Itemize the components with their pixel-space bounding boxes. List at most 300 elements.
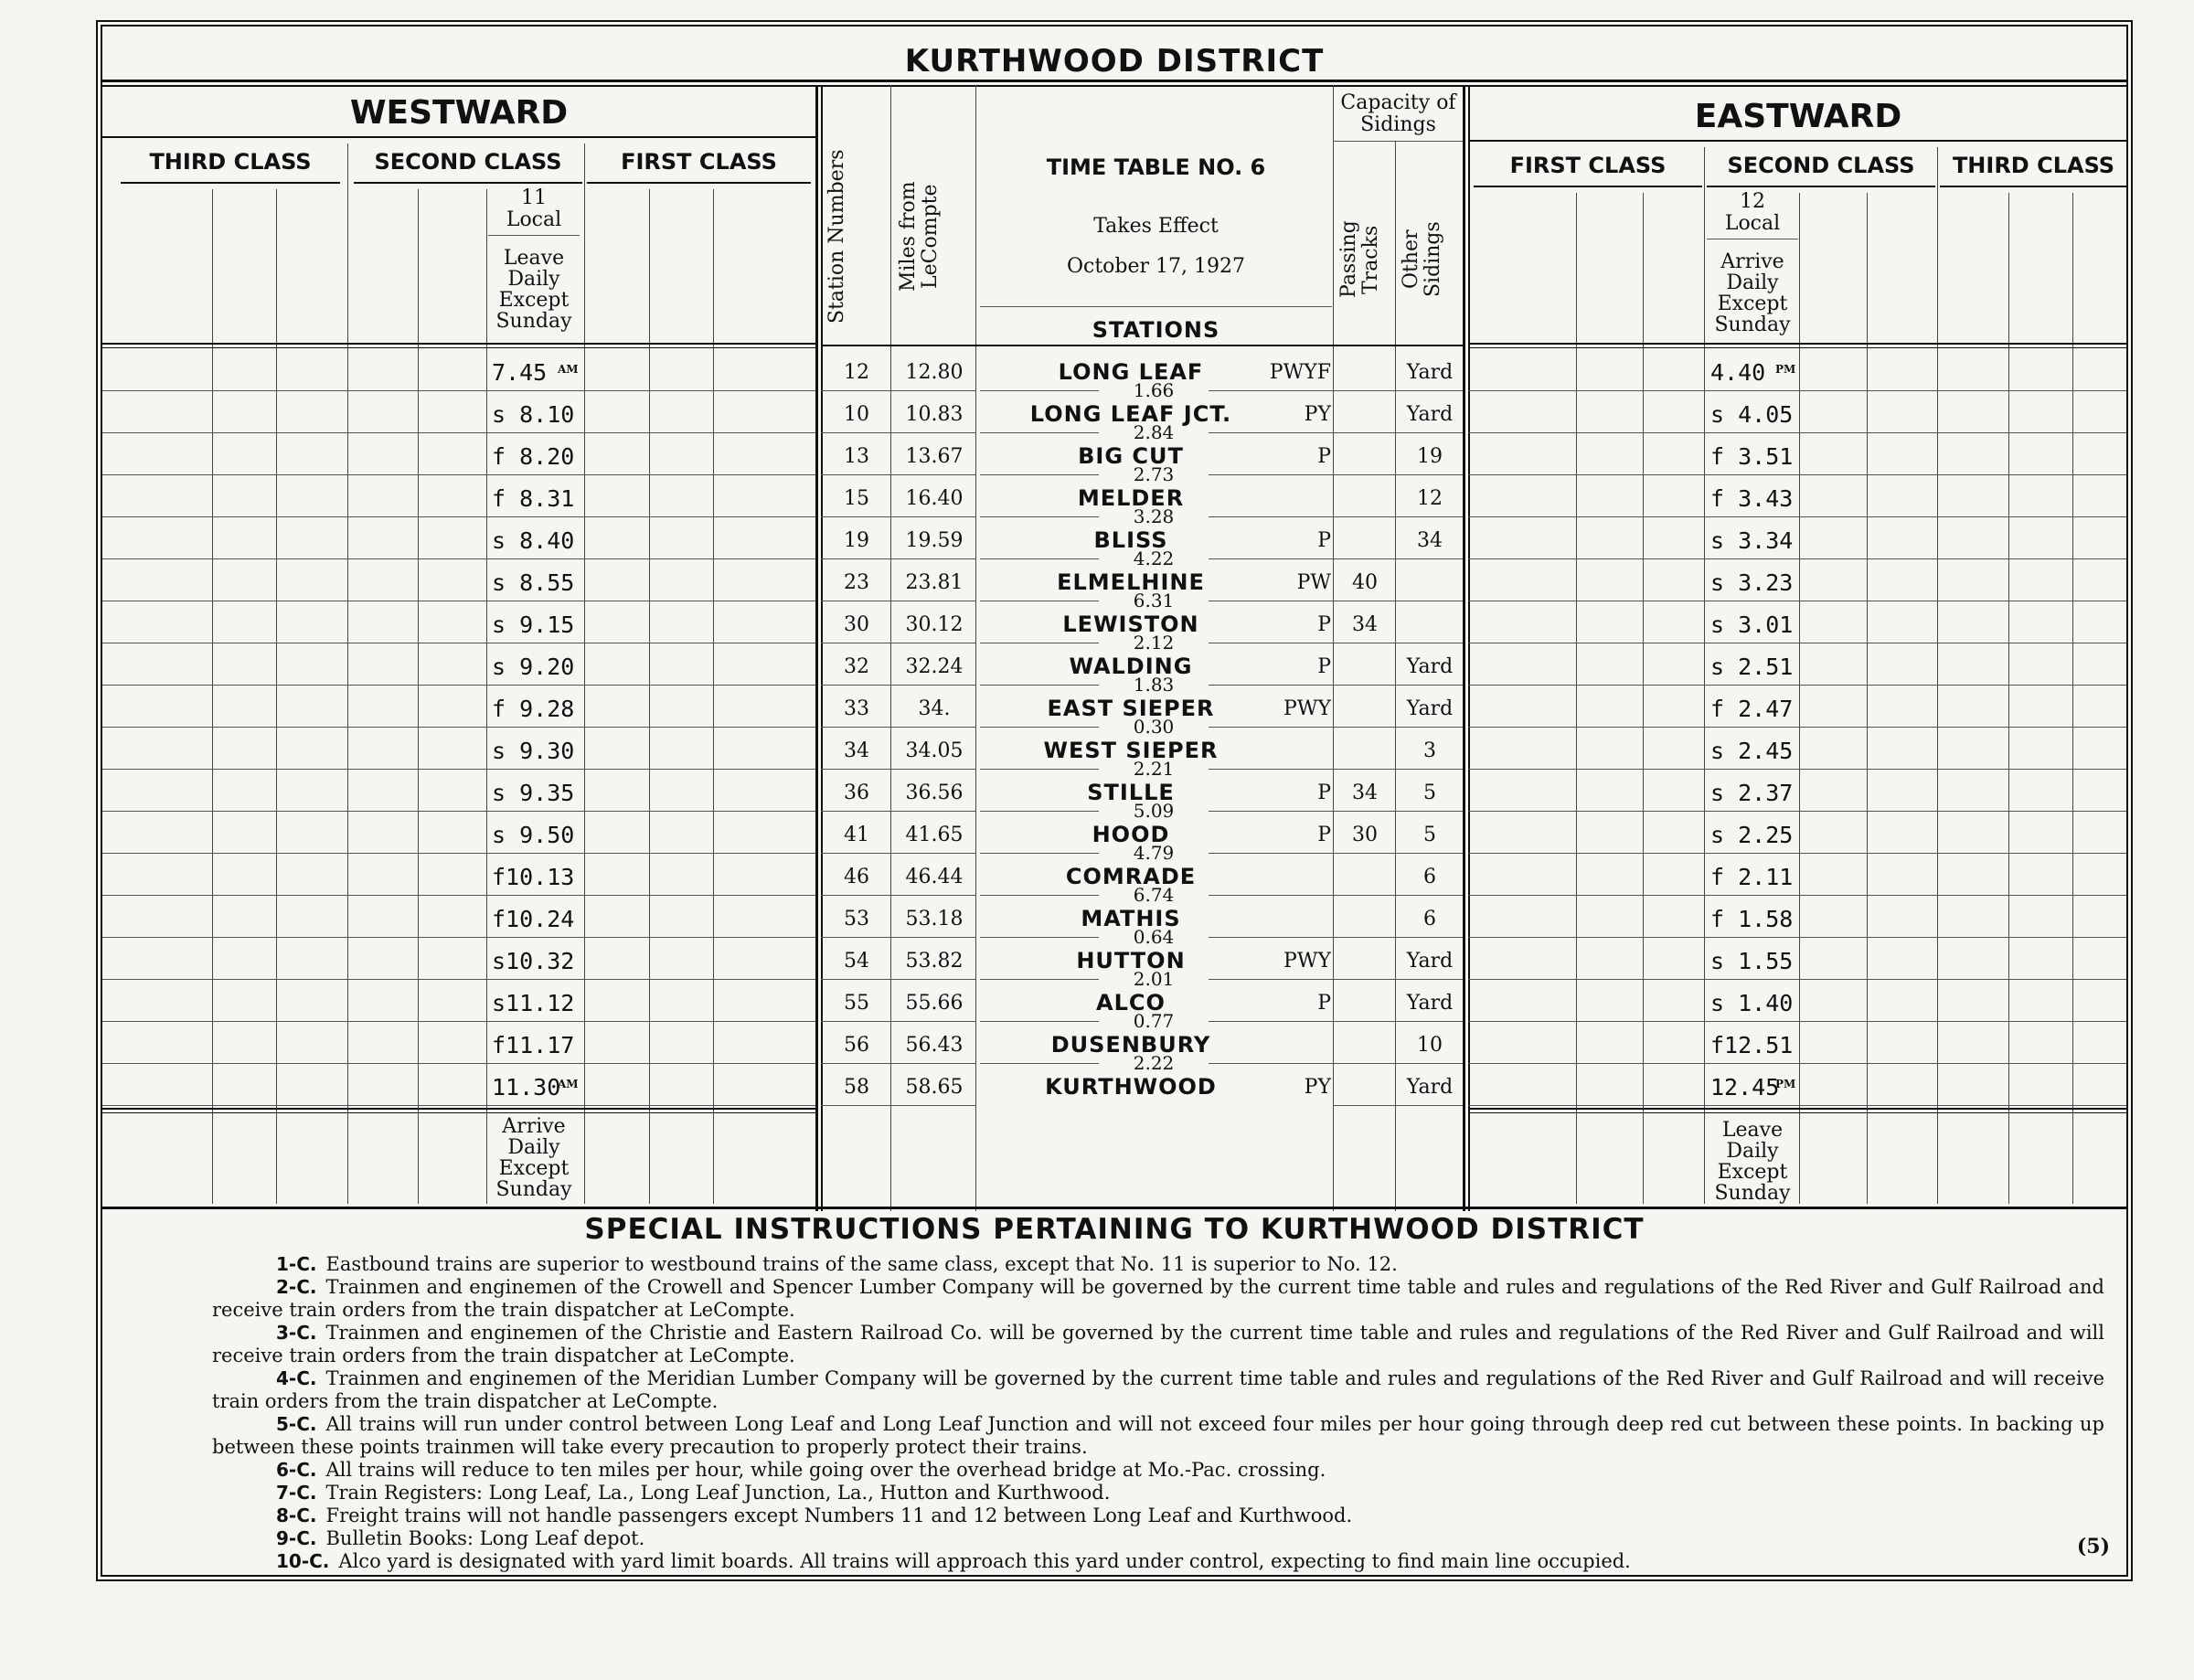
westward-first-class: FIRST CLASS — [621, 149, 777, 175]
westward-second-class: SECOND CLASS — [374, 149, 562, 175]
eastward-top-note-4: Sunday — [1714, 314, 1791, 336]
cap-row-rule — [1333, 558, 1463, 559]
w-first-col-2 — [713, 189, 714, 1204]
instruction-number: 10-C. — [276, 1550, 330, 1572]
station-code: P — [1317, 445, 1331, 468]
eastward-top-note-1: Arrive — [1720, 250, 1784, 273]
station-name: WEST SIEPER — [1043, 738, 1219, 763]
cap-row-rule — [1333, 1021, 1463, 1022]
station-number: 58 — [844, 1076, 869, 1099]
e-row-rule — [1468, 1063, 2126, 1064]
eastward-time: f 2.47 — [1710, 696, 1794, 722]
station-rule-left — [980, 432, 1099, 433]
instruction-text: All trains will reduce to ten miles per hour, while going over the overhead bridge at Mo.-Pac. crossing. — [325, 1459, 1326, 1481]
station-code: P — [1317, 655, 1331, 678]
instruction-text: Freight trains will not handle passengers except Numbers 11 and 12 between Long Leaf and Kurthwood. — [325, 1505, 1353, 1526]
eastward-time: f 1.58 — [1710, 906, 1794, 932]
timetable-page — [96, 20, 2133, 1581]
w-first-rule — [587, 182, 811, 184]
station-rule-right — [1209, 895, 1333, 896]
c-header-bottom-rule — [821, 345, 1463, 346]
inter-station-distance: 4.79 — [1133, 842, 1175, 864]
other-sidings-value: Yard — [1406, 950, 1454, 973]
miles-value: 34. — [918, 697, 951, 720]
miles-value: 16.40 — [905, 487, 964, 510]
cap-row-rule — [1333, 516, 1463, 517]
other-sidings-value: Yard — [1406, 697, 1454, 720]
station-name: DUSENBURY — [1050, 1032, 1211, 1058]
e-class-sep-2 — [1937, 147, 1938, 1204]
e-row-rule — [1468, 1021, 2126, 1022]
cap-row-rule — [1333, 937, 1463, 938]
eastward-second-class: SECOND CLASS — [1727, 153, 1915, 178]
cap-row-rule — [1333, 685, 1463, 686]
station-rule-left — [980, 895, 1099, 896]
eastward-time: s 1.55 — [1710, 948, 1794, 974]
instruction-item — [212, 1505, 2104, 1527]
eastward-train-number: 12 — [1740, 190, 1765, 213]
eastward-bottom-note-4: Sunday — [1714, 1182, 1791, 1205]
w-table-bottom-rule-2 — [102, 1112, 815, 1113]
instruction-item — [212, 1253, 2104, 1276]
miles-value: 34.05 — [905, 739, 964, 762]
w-header-bottom-rule — [102, 343, 815, 345]
inter-station-distance: 2.21 — [1133, 758, 1175, 780]
station-code: PWYF — [1269, 361, 1331, 384]
westward-time: s11.12 — [492, 990, 575, 1016]
cap-row-rule — [1333, 1063, 1463, 1064]
w-row-rule — [102, 979, 815, 980]
w-row-rule — [102, 769, 815, 770]
w-num-rule — [488, 235, 580, 236]
e-class-sep-1 — [1704, 147, 1705, 1204]
title-rule-2 — [102, 85, 2126, 87]
west-center-divider-2 — [821, 85, 823, 1211]
inter-station-distance: 2.73 — [1133, 463, 1175, 485]
station-code: P — [1317, 529, 1331, 552]
cap-row-rule — [1333, 474, 1463, 475]
other-sidings-value: 12 — [1417, 487, 1443, 510]
cap-row-rule — [1333, 853, 1463, 854]
w-row-rule — [102, 811, 815, 812]
instruction-item — [212, 1527, 2104, 1550]
eastward-ampm: PM — [1775, 363, 1796, 376]
station-code: PWY — [1283, 697, 1331, 720]
station-name: ELMELHINE — [1057, 569, 1205, 595]
station-name: LONG LEAF — [1058, 359, 1204, 385]
station-number: 13 — [844, 445, 869, 468]
eastward-time: f 3.51 — [1710, 443, 1794, 470]
westward-train-number: 11 — [521, 186, 547, 209]
miles-value: 30.12 — [905, 613, 964, 636]
eastward-time: s 2.37 — [1710, 780, 1794, 806]
station-name: BLISS — [1093, 527, 1168, 553]
station-code: P — [1317, 992, 1331, 1015]
other-sidings-value: 5 — [1423, 782, 1436, 804]
e-row-rule — [1468, 979, 2126, 980]
westward-time: f 9.28 — [492, 696, 575, 722]
e-row-rule — [1468, 558, 2126, 559]
westward-time: f 8.31 — [492, 485, 575, 512]
station-rule-right — [1209, 558, 1333, 559]
instruction-text: Trainmen and enginemen of the Meridian Lumber Company will be governed by the current time table and rules and regulations of the Red River and Gulf Railroad and will receive train orders from the train dispatcher at LeCompte. — [212, 1367, 2104, 1412]
station-number: 56 — [844, 1034, 869, 1057]
station-rule-left — [980, 727, 1099, 728]
eastward-first-class: FIRST CLASS — [1509, 153, 1667, 178]
w-row-rule — [102, 937, 815, 938]
w-row-rule — [102, 474, 815, 475]
station-numbers-header: Station Numbers — [825, 149, 848, 324]
instruction-text: Trainmen and enginemen of the Christie and Eastern Railroad Co. will be governed by the current time table and rules and regulations of the Red River and Gulf Railroad and will receive train orders from the train dispatcher at LeCompte. — [212, 1322, 2104, 1366]
eastward-bottom-note-1: Leave — [1721, 1119, 1784, 1142]
other-sidings-value: Yard — [1406, 361, 1454, 384]
miles-value: 23.81 — [905, 571, 964, 594]
cap-row-rule — [1333, 727, 1463, 728]
station-rule-left — [980, 853, 1099, 854]
e-row-rule — [1468, 516, 2126, 517]
cap-row-rule — [1333, 979, 1463, 980]
w-first-col-1 — [649, 189, 650, 1204]
other-sidings-value: 3 — [1423, 739, 1436, 762]
station-name: BIG CUT — [1078, 443, 1184, 469]
eastward-time: s 4.05 — [1710, 401, 1794, 428]
w-row-rule — [102, 558, 815, 559]
inter-station-distance: 0.64 — [1133, 926, 1175, 948]
westward-train-type: Local — [506, 208, 562, 231]
station-code: P — [1317, 782, 1331, 804]
title-rule — [102, 80, 2126, 82]
station-rule-right — [1209, 685, 1333, 686]
timetable-number: TIME TABLE NO. 6 — [1046, 154, 1266, 180]
inter-station-distance: 2.01 — [1133, 968, 1175, 990]
westward-time: 11.30 — [492, 1074, 561, 1101]
station-name: MATHIS — [1081, 906, 1181, 931]
westward-top-note-3: Except — [498, 289, 570, 312]
station-name: HUTTON — [1076, 948, 1186, 973]
westward-title-rule — [102, 136, 815, 138]
w-header-bottom-rule-2 — [102, 347, 815, 348]
station-number: 30 — [844, 613, 869, 636]
station-name: WALDING — [1069, 654, 1193, 679]
inter-station-distance: 2.22 — [1133, 1052, 1175, 1074]
station-code: PY — [1304, 403, 1331, 426]
station-code: P — [1317, 613, 1331, 636]
e-row-rule — [1468, 390, 2126, 391]
instruction-item — [212, 1482, 2104, 1505]
miles-value: 32.24 — [905, 655, 964, 678]
e-header-bottom-rule-2 — [1468, 347, 2126, 348]
miles-header: Miles from LeCompte — [897, 181, 942, 292]
eastward-ampm: PM — [1775, 1078, 1796, 1090]
cap-row-rule — [1333, 1105, 1463, 1106]
w-third-col-2 — [276, 189, 277, 1204]
inter-station-distance: 5.09 — [1133, 800, 1175, 822]
westward-bottom-note-3: Except — [498, 1157, 570, 1180]
c-row-rule — [821, 685, 976, 686]
e-row-rule — [1468, 895, 2126, 896]
westward-time: f10.13 — [492, 864, 575, 890]
station-rule-left — [980, 1063, 1099, 1064]
e-row-rule — [1468, 853, 2126, 854]
instruction-text: All trains will run under control between Long Leaf and Long Leaf Junction and will not exceed four miles per hour going through deep red cut between these points. In backing up between these points trainmen will take every precaution to properly protect their trains. — [212, 1413, 2104, 1458]
instruction-number: 1-C. — [276, 1253, 317, 1275]
w-second-rule — [354, 182, 582, 184]
westward-top-note-2: Daily — [507, 268, 560, 291]
eastward-time: 4.40 — [1710, 359, 1766, 386]
instruction-text: Bulletin Books: Long Leaf depot. — [325, 1527, 645, 1549]
station-code: P — [1317, 824, 1331, 846]
e-row-rule — [1468, 727, 2126, 728]
miles-value: 55.66 — [905, 992, 964, 1015]
stations-header: STATIONS — [1092, 317, 1220, 343]
inter-station-distance: 1.83 — [1133, 674, 1175, 696]
station-number: 46 — [844, 866, 869, 888]
instruction-number: 6-C. — [276, 1459, 317, 1481]
station-rule-right — [1209, 1063, 1333, 1064]
effective-date: October 17, 1927 — [1066, 255, 1246, 278]
e-row-rule — [1468, 474, 2126, 475]
e-row-rule — [1468, 937, 2126, 938]
station-rule-left — [980, 516, 1099, 517]
other-sidings-value: 5 — [1423, 824, 1436, 846]
westward-title: WESTWARD — [349, 94, 569, 132]
cap-row-rule — [1333, 432, 1463, 433]
w-class-sep-2 — [584, 144, 585, 1204]
w-row-rule — [102, 685, 815, 686]
c-row-rule — [821, 727, 976, 728]
station-code: PWY — [1283, 950, 1331, 973]
westward-ampm: AM — [558, 363, 579, 376]
station-rule-left — [980, 937, 1099, 938]
westward-time: s 9.50 — [492, 822, 575, 848]
c-row-rule — [821, 390, 976, 391]
instruction-number: 9-C. — [276, 1527, 317, 1549]
westward-time: s 9.20 — [492, 654, 575, 680]
station-rule-left — [980, 685, 1099, 686]
station-name: LEWISTON — [1062, 611, 1199, 637]
passing-tracks-value: 30 — [1352, 824, 1378, 846]
inter-station-distance: 3.28 — [1133, 505, 1175, 527]
passing-tracks-header: Passing Tracks — [1337, 220, 1382, 299]
e-row-rule — [1468, 685, 2126, 686]
station-code: PW — [1296, 571, 1331, 594]
cap-row-rule — [1333, 769, 1463, 770]
other-sidings-header: Other Sidings — [1400, 221, 1444, 298]
westward-top-note-4: Sunday — [495, 310, 572, 333]
instruction-number: 4-C. — [276, 1367, 317, 1389]
westward-bottom-note-1: Arrive — [502, 1115, 566, 1138]
w-row-rule — [102, 432, 815, 433]
e-table-bottom-rule-2 — [1468, 1112, 2126, 1113]
inter-station-distance: 0.77 — [1133, 1010, 1175, 1032]
westward-time: s 9.15 — [492, 611, 575, 638]
station-rule-right — [1209, 1021, 1333, 1022]
eastward-title-rule — [1470, 140, 2126, 142]
eastward-time: s 1.40 — [1710, 990, 1794, 1016]
westward-time: 7.45 — [492, 359, 548, 386]
station-rule-left — [980, 811, 1099, 812]
westward-third-class: THIRD CLASS — [149, 149, 312, 175]
eastward-top-note-3: Except — [1717, 292, 1788, 315]
w-class-sep-1 — [347, 144, 348, 1204]
eastward-time: s 3.01 — [1710, 611, 1794, 638]
instruction-item — [212, 1413, 2104, 1459]
w-row-rule — [102, 1063, 815, 1064]
c-row-rule — [821, 1021, 976, 1022]
miles-value: 41.65 — [905, 824, 964, 846]
c-row-rule — [821, 1105, 976, 1106]
c-row-rule — [821, 979, 976, 980]
station-rule-right — [1209, 727, 1333, 728]
station-name: EAST SIEPER — [1047, 696, 1215, 721]
miles-value: 58.65 — [905, 1076, 964, 1099]
station-number: 32 — [844, 655, 869, 678]
eastward-time: f12.51 — [1710, 1032, 1794, 1058]
westward-bottom-note-4: Sunday — [495, 1178, 572, 1201]
w-row-rule — [102, 895, 815, 896]
e-second-rule — [1707, 186, 1935, 187]
center-east-divider — [1463, 85, 1465, 1211]
instruction-text: Train Registers: Long Leaf, La., Long Leaf Junction, La., Hutton and Kurthwood. — [325, 1482, 1111, 1504]
c-row-rule — [821, 937, 976, 938]
other-sidings-value: Yard — [1406, 655, 1454, 678]
station-rule-left — [980, 474, 1099, 475]
eastward-train-type: Local — [1724, 212, 1781, 235]
w-table-bottom-rule — [102, 1108, 815, 1110]
w-row-rule — [102, 1021, 815, 1022]
miles-value: 56.43 — [905, 1034, 964, 1057]
other-sidings-value: Yard — [1406, 992, 1454, 1015]
instruction-text: Alco yard is designated with yard limit boards. All trains will approach this yard under control, expecting to find main line occupied. — [338, 1550, 1631, 1572]
eastward-time: s 2.45 — [1710, 738, 1794, 764]
e-row-rule — [1468, 432, 2126, 433]
c-row-rule — [821, 853, 976, 854]
center-col-sep-1 — [890, 85, 891, 1211]
inter-station-distance: 2.84 — [1133, 421, 1175, 443]
westward-time: s 9.30 — [492, 738, 575, 764]
station-number: 54 — [844, 950, 869, 973]
c-row-rule — [821, 895, 976, 896]
other-sidings-value: Yard — [1406, 403, 1454, 426]
other-sidings-value: 10 — [1417, 1034, 1443, 1057]
miles-value: 36.56 — [905, 782, 964, 804]
passing-tracks-value: 34 — [1352, 782, 1378, 804]
station-number: 12 — [844, 361, 869, 384]
capacity-rule — [1333, 141, 1463, 142]
station-number: 10 — [844, 403, 869, 426]
westward-time: f11.17 — [492, 1032, 575, 1058]
center-col-sep-3 — [1333, 85, 1334, 1211]
eastward-time: 12.45 — [1710, 1074, 1780, 1101]
w-row-rule — [102, 390, 815, 391]
station-rule-right — [1209, 432, 1333, 433]
e-row-rule — [1468, 1105, 2126, 1106]
station-rule-left — [980, 1021, 1099, 1022]
westward-ampm: AM — [558, 1078, 579, 1090]
e-first-rule — [1474, 186, 1702, 187]
eastward-time: s 2.51 — [1710, 654, 1794, 680]
eastward-top-note-2: Daily — [1726, 271, 1779, 294]
station-number: 36 — [844, 782, 869, 804]
district-title: KURTHWOOD DISTRICT — [904, 43, 1325, 80]
c-row-rule — [821, 432, 976, 433]
e-row-rule — [1468, 811, 2126, 812]
other-sidings-value: 19 — [1417, 445, 1443, 468]
westward-time: s 9.35 — [492, 780, 575, 806]
special-title: SPECIAL INSTRUCTIONS PERTAINING TO KURTHWOOD DISTRICT — [584, 1213, 1645, 1246]
e-header-bottom-rule — [1468, 343, 2126, 345]
station-rule-right — [1209, 853, 1333, 854]
c-row-rule — [821, 811, 976, 812]
station-number: 23 — [844, 571, 869, 594]
w-second-col-1 — [418, 189, 419, 1204]
station-number: 33 — [844, 697, 869, 720]
e-table-bottom-rule — [1468, 1108, 2126, 1110]
w-row-rule — [102, 853, 815, 854]
instruction-text: Eastbound trains are superior to westbound trains of the same class, except that No. 11 is superior to No. 12. — [325, 1253, 1398, 1275]
station-rule-left — [980, 979, 1099, 980]
station-name: STILLE — [1087, 780, 1175, 805]
station-rule-left — [980, 769, 1099, 770]
instruction-number: 7-C. — [276, 1482, 317, 1504]
w-second-col-2 — [486, 189, 487, 1204]
west-center-divider — [815, 85, 818, 1211]
inter-station-distance: 2.12 — [1133, 632, 1175, 654]
page-number: (5) — [2076, 1535, 2110, 1558]
station-number: 53 — [844, 908, 869, 930]
instruction-item — [212, 1550, 2104, 1573]
station-rule-right — [1209, 769, 1333, 770]
c-row-rule — [821, 558, 976, 559]
station-rule-right — [1209, 474, 1333, 475]
station-name: ALCO — [1096, 990, 1166, 1015]
c-row-rule — [821, 516, 976, 517]
e-third-rule — [1940, 186, 2127, 187]
w-third-col-1 — [212, 189, 213, 1204]
westward-time: s 8.10 — [492, 401, 575, 428]
eastward-time: s 3.23 — [1710, 569, 1794, 596]
cap-row-rule — [1333, 811, 1463, 812]
inter-station-distance: 0.30 — [1133, 716, 1175, 738]
miles-value: 53.82 — [905, 950, 964, 973]
w-row-rule — [102, 516, 815, 517]
w-third-rule — [121, 182, 340, 184]
station-rule-right — [1209, 390, 1333, 391]
e-row-rule — [1468, 769, 2126, 770]
station-name: COMRADE — [1065, 864, 1197, 889]
station-code: PY — [1304, 1076, 1331, 1099]
instruction-item — [212, 1322, 2104, 1367]
station-rule-right — [1209, 937, 1333, 938]
miles-value: 13.67 — [905, 445, 964, 468]
eastward-bottom-note-3: Except — [1717, 1161, 1788, 1184]
cap-row-rule — [1333, 895, 1463, 896]
miles-value: 19.59 — [905, 529, 964, 552]
westward-time: f10.24 — [492, 906, 575, 932]
station-rule-right — [1209, 811, 1333, 812]
other-sidings-value: 6 — [1423, 866, 1436, 888]
station-number: 19 — [844, 529, 869, 552]
instruction-item — [212, 1459, 2104, 1482]
westward-time: s 8.40 — [492, 527, 575, 554]
inter-station-distance: 6.31 — [1133, 590, 1175, 611]
miles-value: 10.83 — [905, 403, 964, 426]
passing-tracks-value: 34 — [1352, 613, 1378, 636]
station-number: 55 — [844, 992, 869, 1015]
eastward-third-class: THIRD CLASS — [1952, 153, 2115, 178]
w-row-rule — [102, 727, 815, 728]
station-name: HOOD — [1092, 822, 1170, 847]
